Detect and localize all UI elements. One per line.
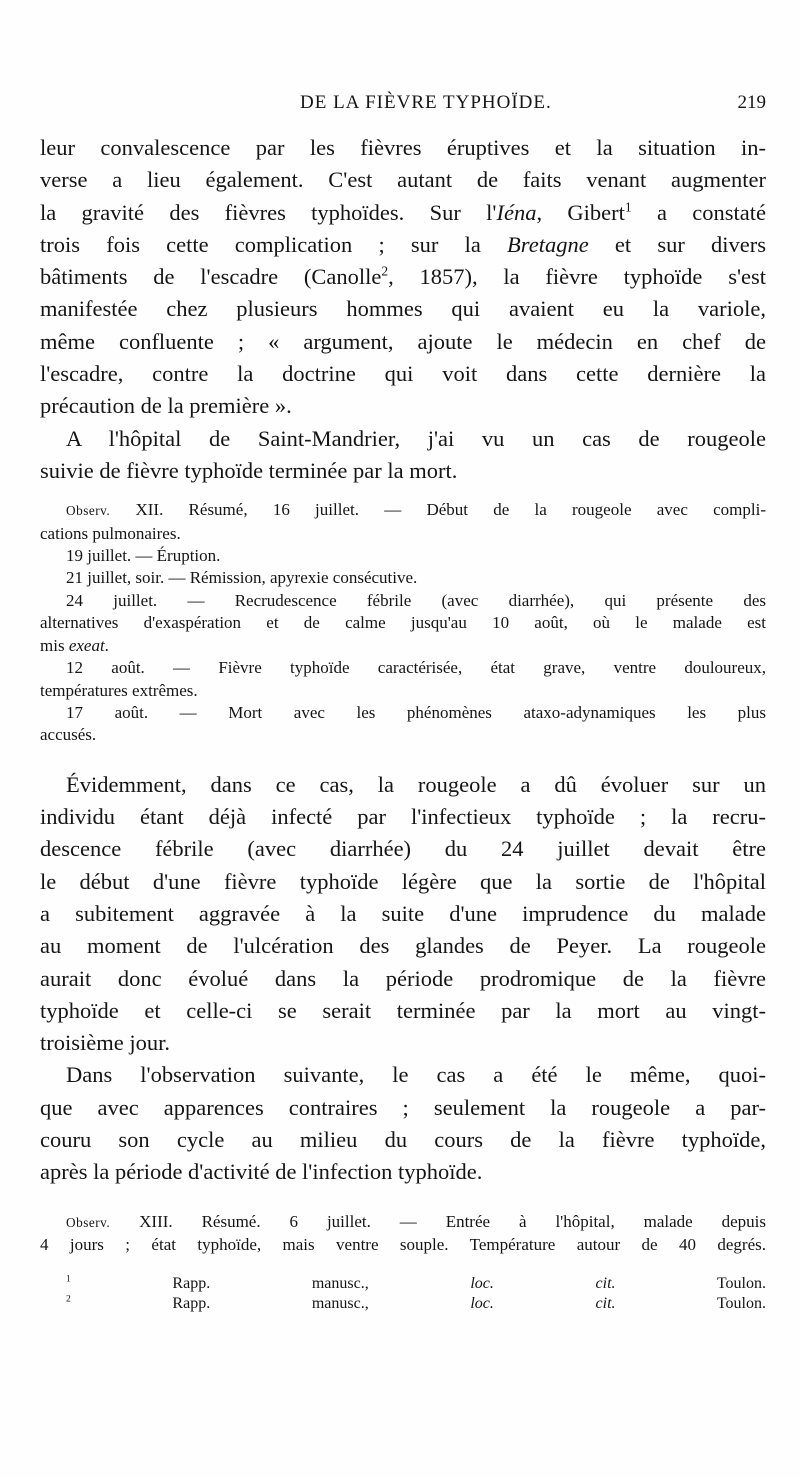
page-body — [40, 132, 766, 1314]
text-line: que avec apparences contraires ; seulement la rougeole a par- — [40, 1094, 766, 1120]
text-line: températures extrêmes. — [40, 680, 198, 700]
page-header — [40, 92, 766, 126]
text-line: cations pulmonaires. — [40, 523, 181, 543]
text-line: au moment de l'ulcération des glandes de Peyer. La rougeole — [40, 933, 766, 959]
footnote-1: $^1$ Rapp. manusc., loc. cit. Toulon. — [66, 1274, 766, 1293]
text-line: 21 juillet, soir. — Rémission, apyrexie consécutive. — [66, 568, 418, 588]
paragraph-1 — [40, 132, 766, 423]
footnote-2: $^2$ Rapp. manusc., loc. cit. Toulon. — [66, 1294, 766, 1313]
text-line: verse a lieu également. C'est autant de faits venant augmenter — [40, 167, 766, 193]
text-line: a subitement aggravée à la suite d'une imprudence du malade — [40, 900, 766, 926]
term-exeat: exeat — [68, 635, 105, 655]
observation-label: Observ. — [66, 1214, 111, 1230]
text-line: typhoïde et celle-ci se serait terminée par la mort au vingt- — [40, 997, 766, 1023]
footnote-ref-1: 1 — [624, 199, 632, 215]
text-line: après la période d'activité de l'infection typhoïde. — [40, 1159, 483, 1185]
text-line: A l'hôpital de Saint-Mandrier, j'ai vu un cas de rougeole — [66, 425, 766, 451]
text-line: accusés. — [40, 725, 97, 745]
text-line: l'escadre, contre la doctrine qui voit dans cette dernière la — [40, 361, 766, 387]
text-line: alternatives d'exaspération et de calme jusqu'au 10 août, où le malade est — [40, 613, 766, 633]
text-line: mis exeat. — [40, 635, 109, 655]
paragraph-2 — [40, 423, 766, 488]
text-line: précaution de la première ». — [40, 393, 292, 419]
text-line: Évidemment, dans ce cas, la rougeole a dû évoluer sur un — [66, 771, 766, 797]
text-line: trois fois cette complication ; sur la Bretagne et sur divers — [40, 231, 766, 257]
text-line: Dans l'observation suivante, le cas a été le même, quoi- — [66, 1062, 766, 1088]
observation-13 — [40, 1211, 766, 1257]
text-line: le début d'une fièvre typhoïde légère que la sortie de l'hôpital — [40, 868, 766, 894]
text-line: troisième jour. — [40, 1030, 170, 1056]
running-title: DE LA FIÈVRE TYPHOÏDE. — [300, 92, 552, 113]
text-line: manifestée chez plusieurs hommes qui avaient eu la variole, — [40, 296, 766, 322]
text-line: 4 jours ; état typhoïde, mais ventre souple. Température autour de 40 degrés. — [40, 1235, 766, 1254]
text-line: couru son cycle au milieu du cours de la fièvre typhoïde, — [40, 1127, 766, 1152]
observation-label: Observ. — [66, 503, 111, 519]
text-line: aurait donc évolué dans la période prodromique de la fièvre — [40, 965, 766, 991]
text-line: suivie de fièvre typhoïde terminée par la mort. — [40, 457, 458, 483]
text-line: Observ. XIII. Résumé. 6 juillet. — Entrée à l'hôpital, malade depuis — [66, 1211, 766, 1231]
paragraph-3 — [40, 769, 766, 1060]
text-line: 12 août. — Fièvre typhoïde caractérisée, état grave, ventre douloureux, — [66, 658, 766, 678]
observation-12 — [40, 499, 766, 746]
text-line: 17 août. — Mort avec les phénomènes ataxo-adynamiques les plus — [66, 702, 766, 722]
ship-name-bretagne: Bretagne — [507, 231, 589, 257]
text-line: bâtiments de l'escadre (Canolle$^2$, 1857), la fièvre typhoïde s'est — [40, 263, 767, 290]
text-line: Observ. XII. Résumé, 16 juillet. — Début de la rougeole avec compli- — [66, 500, 766, 520]
text-line: leur convalescence par les fièvres éruptives et la situation in- — [40, 135, 766, 160]
text-line: descence fébrile (avec diarrhée) du 24 juillet devait être — [40, 836, 766, 862]
page-number: 219 — [737, 92, 766, 113]
paragraph-4 — [40, 1059, 766, 1188]
text-line: la gravité des fièvres typhoïdes. Sur l'Iéna, Gibert$^1$ a constaté — [40, 199, 766, 225]
text-line: 19 juillet. — Éruption. — [66, 546, 221, 566]
ship-name-iena: Iéna — [496, 199, 537, 225]
text-line: 24 juillet. — Recrudescence fébrile (avec diarrhée), qui présente des — [66, 590, 766, 610]
footnotes — [40, 1274, 766, 1314]
footnote-ref-2: 2 — [381, 263, 389, 279]
text-line: individu étant déjà infecté par l'infectieux typhoïde ; la recru- — [40, 804, 766, 830]
text-line: même confluente ; « argument, ajoute le médecin en chef de — [40, 328, 766, 354]
